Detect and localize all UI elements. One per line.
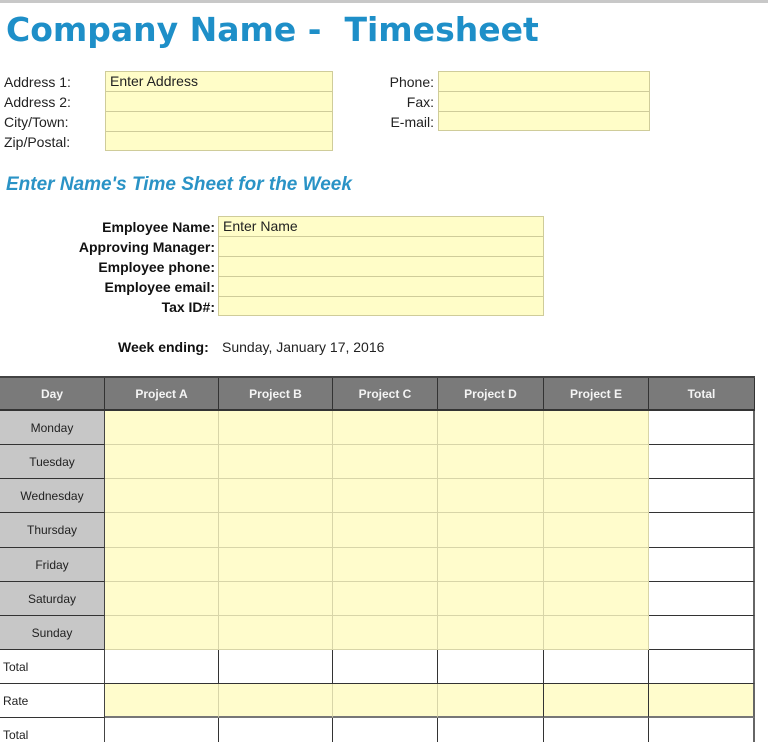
rate-cell[interactable]: [333, 684, 438, 718]
employee-phone-label: Employee phone:: [98, 259, 215, 275]
address2-label: Address 2:: [4, 94, 71, 110]
total-pay-cell[interactable]: [219, 718, 333, 742]
total-pay-cell[interactable]: [105, 718, 219, 742]
column-header-project-b: Project B: [219, 378, 333, 411]
hours-cell[interactable]: [438, 445, 544, 479]
day-label: Sunday: [0, 616, 105, 650]
hours-cell[interactable]: [333, 445, 438, 479]
day-total-cell[interactable]: [649, 616, 755, 650]
city-field[interactable]: [105, 111, 333, 132]
email-label: E-mail:: [390, 114, 434, 130]
hours-cell[interactable]: [105, 616, 219, 650]
hours-cell[interactable]: [333, 548, 438, 582]
rate-cell[interactable]: [219, 684, 333, 718]
total-pay-cell[interactable]: [333, 718, 438, 742]
table-row: [0, 479, 755, 513]
hours-cell[interactable]: [438, 548, 544, 582]
total-pay-label: Total: [0, 718, 105, 742]
employee-email-label: Employee email:: [104, 279, 215, 295]
rate-cell[interactable]: [438, 684, 544, 718]
hours-cell[interactable]: [333, 479, 438, 513]
hours-cell[interactable]: [438, 582, 544, 616]
day-total-cell[interactable]: [649, 582, 755, 616]
day-total-cell[interactable]: [649, 548, 755, 582]
day-total-cell[interactable]: [649, 445, 755, 479]
hours-cell[interactable]: [219, 582, 333, 616]
rate-cell[interactable]: [544, 684, 649, 718]
total-hours-row: [0, 650, 755, 684]
table-header-row: [0, 376, 755, 411]
rate-row: [0, 684, 755, 718]
table-row: [0, 513, 755, 548]
day-label: Saturday: [0, 582, 105, 616]
table-row: [0, 582, 755, 616]
table-row: [0, 548, 755, 582]
week-ending-value[interactable]: Sunday, January 17, 2016: [222, 339, 385, 355]
total-pay-row: [0, 718, 755, 742]
hours-cell[interactable]: [219, 411, 333, 445]
hours-cell[interactable]: [438, 479, 544, 513]
address2-field[interactable]: [105, 91, 333, 112]
hours-cell[interactable]: [333, 582, 438, 616]
employee-email-field[interactable]: [218, 276, 544, 297]
address1-label: Address 1:: [4, 74, 71, 90]
day-label: Wednesday: [0, 479, 105, 513]
total-pay-cell[interactable]: [649, 718, 755, 742]
column-header-day: Day: [0, 378, 105, 411]
total-pay-cell[interactable]: [438, 718, 544, 742]
hours-cell[interactable]: [219, 513, 333, 548]
fax-label: Fax:: [406, 94, 434, 110]
hours-cell[interactable]: [105, 582, 219, 616]
hours-cell[interactable]: [438, 411, 544, 445]
zip-label: Zip/Postal:: [4, 134, 71, 150]
hours-cell[interactable]: [544, 582, 649, 616]
hours-cell[interactable]: [219, 479, 333, 513]
hours-cell[interactable]: [333, 411, 438, 445]
hours-cell[interactable]: [438, 513, 544, 548]
hours-cell[interactable]: [105, 548, 219, 582]
total-hours-label: Total: [0, 650, 105, 684]
hours-cell[interactable]: [333, 616, 438, 650]
top-border: [0, 0, 768, 3]
approving-manager-label: Approving Manager:: [78, 239, 215, 255]
hours-cell[interactable]: [438, 616, 544, 650]
hours-cell[interactable]: [333, 513, 438, 548]
table-row: [0, 616, 755, 650]
hours-cell[interactable]: [544, 548, 649, 582]
zip-field[interactable]: [105, 131, 333, 151]
total-cell[interactable]: [219, 650, 333, 684]
fax-field[interactable]: [438, 91, 650, 112]
hours-cell[interactable]: [544, 445, 649, 479]
phone-field[interactable]: [438, 71, 650, 92]
employee-phone-field[interactable]: [218, 256, 544, 277]
tax-id-field[interactable]: [218, 296, 544, 316]
hours-cell[interactable]: [544, 411, 649, 445]
hours-cell[interactable]: [219, 445, 333, 479]
rate-cell[interactable]: [649, 684, 755, 718]
tax-id-label: Tax ID#:: [161, 299, 215, 315]
rate-label: Rate: [0, 684, 105, 718]
rate-cell[interactable]: [105, 684, 219, 718]
day-total-cell[interactable]: [649, 411, 755, 445]
column-header-project-d: Project D: [438, 378, 544, 411]
hours-cell[interactable]: [105, 513, 219, 548]
hours-cell[interactable]: [544, 513, 649, 548]
hours-cell[interactable]: [544, 479, 649, 513]
grand-total-cell[interactable]: [649, 650, 755, 684]
hours-cell[interactable]: [219, 616, 333, 650]
approving-manager-field[interactable]: [218, 236, 544, 257]
day-label: Monday: [0, 411, 105, 445]
column-header-project-e: Project E: [544, 378, 649, 411]
day-total-cell[interactable]: [649, 479, 755, 513]
total-cell[interactable]: [105, 650, 219, 684]
city-label: City/Town:: [4, 114, 69, 130]
table-row: [0, 445, 755, 479]
total-pay-cell[interactable]: [544, 718, 649, 742]
day-total-cell[interactable]: [649, 513, 755, 548]
day-label: Tuesday: [0, 445, 105, 479]
hours-cell[interactable]: [544, 616, 649, 650]
hours-cell[interactable]: [105, 479, 219, 513]
email-field[interactable]: [438, 111, 650, 131]
total-cell[interactable]: [438, 650, 544, 684]
total-cell[interactable]: [333, 650, 438, 684]
employee-name-label: Employee Name:: [102, 219, 215, 235]
day-label: Thursday: [0, 513, 105, 548]
hours-cell[interactable]: [105, 445, 219, 479]
total-cell[interactable]: [544, 650, 649, 684]
week-ending-label: Week ending:: [118, 339, 209, 355]
address1-field[interactable]: Enter Address: [105, 71, 333, 92]
day-label: Friday: [0, 548, 105, 582]
phone-label: Phone:: [389, 74, 434, 90]
employee-name-field[interactable]: Enter Name: [218, 216, 544, 237]
hours-cell[interactable]: [219, 548, 333, 582]
timesheet-subtitle: Enter Name's Time Sheet for the Week: [6, 174, 352, 195]
page-title: Company Name - Timesheet: [6, 10, 539, 49]
column-header-total: Total: [649, 378, 755, 411]
table-row: [0, 411, 755, 445]
hours-cell[interactable]: [105, 411, 219, 445]
column-header-project-a: Project A: [105, 378, 219, 411]
column-header-project-c: Project C: [333, 378, 438, 411]
